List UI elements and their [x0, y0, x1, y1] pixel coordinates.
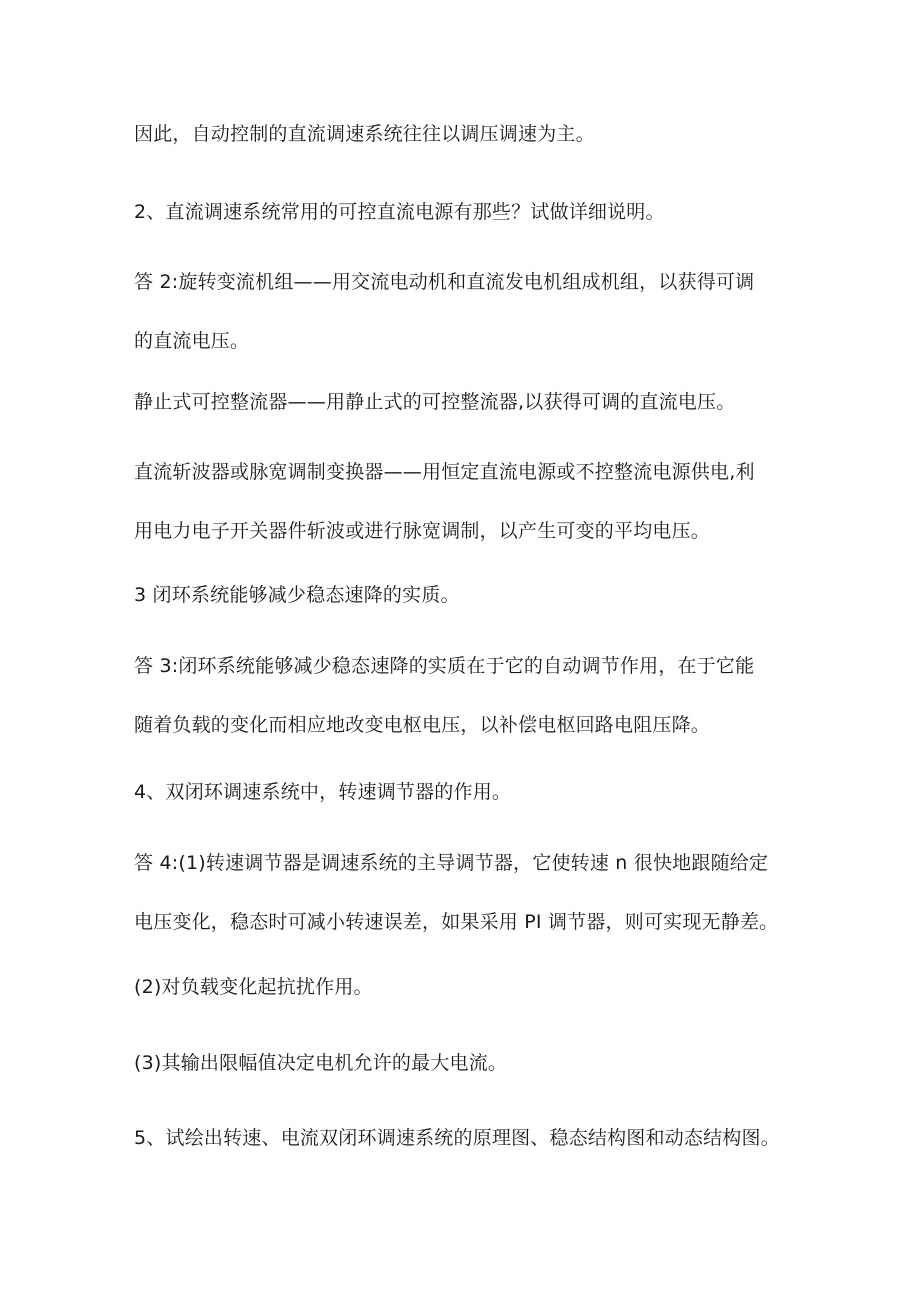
text-line: 因此，自动控制的直流调速系统往往以调压调速为主。 [134, 123, 595, 145]
text-line: 4、双闭环调速系统中，转速调节器的作用。 [134, 781, 512, 803]
text-line: 直流斩波器或脉宽调制变换器——用恒定直流电源或不控整流电源供电,利 [134, 461, 755, 483]
answer-4-point-2 [134, 958, 802, 1017]
text-line: 的直流电压。 [134, 330, 250, 352]
answer-2-static-rectifier [134, 373, 802, 432]
text-line: 答 3:闭环系统能够减少稳态速降的实质在于它的自动调节作用，在于它能 [134, 655, 755, 677]
text-line: 2、直流调速系统常用的可控直流电源有那些？试做详细说明。 [134, 201, 665, 223]
text-line: 3 闭环系统能够减少稳态速降的实质。 [134, 584, 460, 606]
answer-2-chopper [134, 443, 802, 561]
text-line: (3)其输出限幅值决定电机允许的最大电流。 [134, 1052, 508, 1074]
question-4 [134, 763, 802, 822]
answer-3 [134, 637, 802, 755]
question-5 [134, 1109, 802, 1168]
text-line: 5、试绘出转速、电流双闭环调速系统的原理图、稳态结构图和动态结构图。 [134, 1127, 780, 1149]
answer-2 [134, 253, 802, 371]
text-line: 答 4:(1)转速调节器是调速系统的主导调节器，它使转速 n 很快地跟随给定 [134, 852, 769, 874]
text-line: 电压变化，稳态时可减小转速误差，如果采用 PI 调节器，则可实现无静差。 [134, 911, 779, 933]
paragraph-conclusion [134, 105, 802, 164]
text-line: 静止式可控整流器——用静止式的可控整流器,以获得可调的直流电压。 [134, 391, 736, 413]
question-3 [134, 566, 802, 625]
question-2 [134, 183, 802, 242]
text-line: 用电力电子开关器件斩波或进行脉宽调制，以产生可变的平均电压。 [134, 520, 711, 542]
answer-4 [134, 834, 802, 952]
text-line: 答 2:旋转变流机组——用交流电动机和直流发电机组成机组，以获得可调 [134, 271, 755, 293]
answer-4-point-3 [134, 1034, 802, 1093]
text-line: 随着负载的变化而相应地改变电枢电压，以补偿电枢回路电阻压降。 [134, 714, 711, 736]
text-line: (2)对负载变化起抗扰作用。 [134, 976, 373, 998]
